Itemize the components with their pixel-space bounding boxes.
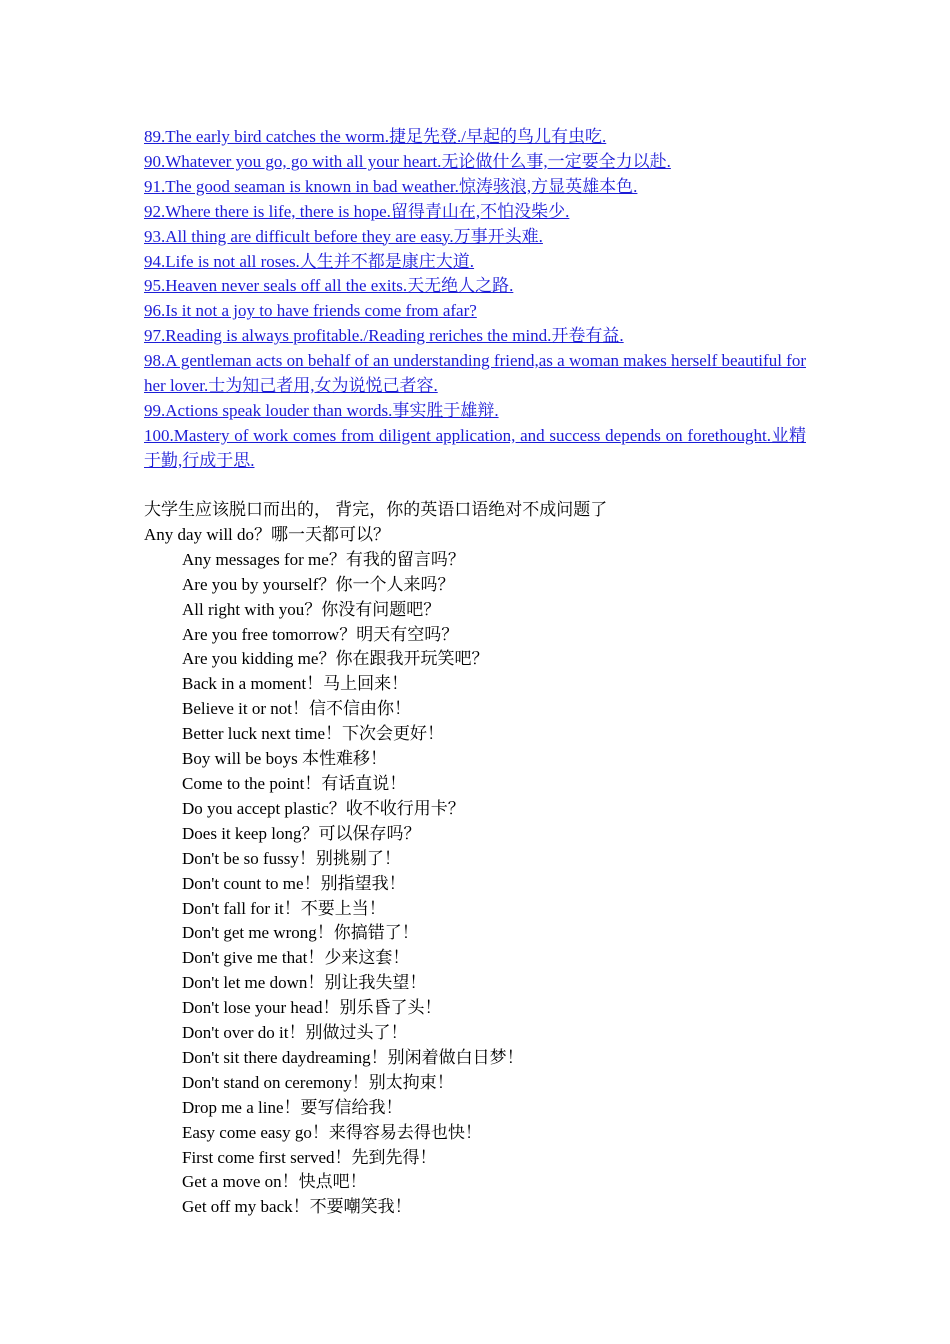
phrase-line: Don't count to me！别指望我！: [182, 873, 406, 893]
phrase-line: First come first served！先到先得！: [182, 1147, 437, 1167]
phrase-line: Does it keep long？可以保存吗？: [182, 823, 421, 843]
proverb-link[interactable]: 94.Life is not all roses.人生并不都是康庄大道.: [144, 251, 475, 271]
phrase-line: Don't over do it！别做过头了！: [182, 1023, 408, 1043]
phrase-line: Get off my back！不要嘲笑我！: [182, 1197, 412, 1217]
proverb-link[interactable]: 98.A gentleman acts on behalf of an understanding friend,as a woman makes herself beautiful for her lover.士为知己者用,女为说悦己者容.: [144, 351, 806, 396]
proverb-link[interactable]: 96.Is it not a joy to have friends come from afar?: [144, 301, 477, 321]
phrase-line: Don't give me that！少来这套！: [182, 948, 410, 968]
phrase-line: Any messages for me？有我的留言吗？: [182, 549, 465, 569]
proverb-link[interactable]: 92.Where there is life, there is hope.留得青山在,不怕没柴少.: [144, 201, 570, 221]
phrase-line: Come to the point！有话直说！: [182, 773, 407, 793]
phrase-line: Don't sit there daydreaming！别闲着做白日梦！: [182, 1047, 524, 1067]
phrase-line: Are you kidding me？你在跟我开玩笑吧？: [182, 649, 489, 669]
phrase-line: Drop me a line！要写信给我！: [182, 1097, 403, 1117]
proverb-link[interactable]: 89.The early bird catches the worm.捷足先登./早起的鸟儿有虫吃.: [144, 127, 607, 146]
section-title: 大学生应该脱口而出的， 背完，你的英语口语绝对不成问题了: [144, 500, 608, 519]
phrase-line: Are you by yourself？你一个人来吗？: [182, 574, 455, 594]
phrase-line: Don't be so fussy！别挑剔了！: [182, 848, 401, 868]
phrase-line: Don't get me wrong！你搞错了！: [182, 923, 419, 943]
phrase-line: Do you accept plastic？收不收行用卡？: [182, 798, 465, 818]
proverb-link[interactable]: 93.All thing are difficult before they are easy.万事开头难.: [144, 226, 543, 246]
proverb-link[interactable]: 91.The good seaman is known in bad weather.惊涛骇浪,方显英雄本色.: [144, 176, 638, 196]
proverb-list: [144, 125, 806, 474]
proverb-link[interactable]: 97.Reading is always profitable./Reading reriches the mind.开卷有益.: [144, 326, 624, 346]
proverb-link[interactable]: 95.Heaven never seals off all the exits.天无绝人之路.: [144, 276, 514, 296]
phrase-line: Get a move on！快点吧！: [182, 1172, 367, 1192]
phrase-line: Don't lose your head！别乐昏了头！: [182, 998, 442, 1018]
proverb-link[interactable]: 100.Mastery of work comes from diligent application, and success depends on forethought.业精于勤,行成于思.: [144, 425, 806, 470]
phrase-line: Are you free tomorrow？明天有空吗？: [182, 624, 459, 644]
phrase-section: [144, 498, 806, 1220]
phrase-line: Boy will be boys 本性难移！: [182, 749, 387, 769]
proverb-link[interactable]: 99.Actions speak louder than words.事实胜于雄辩.: [144, 400, 499, 420]
phrase-line: Better luck next time！下次会更好！: [182, 724, 445, 744]
phrase-line: Easy come easy go！来得容易去得也快！: [182, 1122, 482, 1142]
phrase-line: Don't stand on ceremony！别太拘束！: [182, 1072, 454, 1092]
phrase-line: All right with you？你没有问题吧？: [182, 599, 441, 619]
phrase-line: Any day will do？哪一天都可以？: [144, 524, 391, 544]
phrase-line: Believe it or not！信不信由你！: [182, 699, 412, 719]
phrase-line: Don't let me down！别让我失望！: [182, 973, 427, 993]
proverb-link[interactable]: 90.Whatever you go, go with all your heart.无论做什么事,一定要全力以赴.: [144, 151, 671, 171]
phrase-line: Don't fall for it！不要上当！: [182, 898, 386, 918]
phrase-line: Back in a moment！马上回来！: [182, 674, 409, 694]
